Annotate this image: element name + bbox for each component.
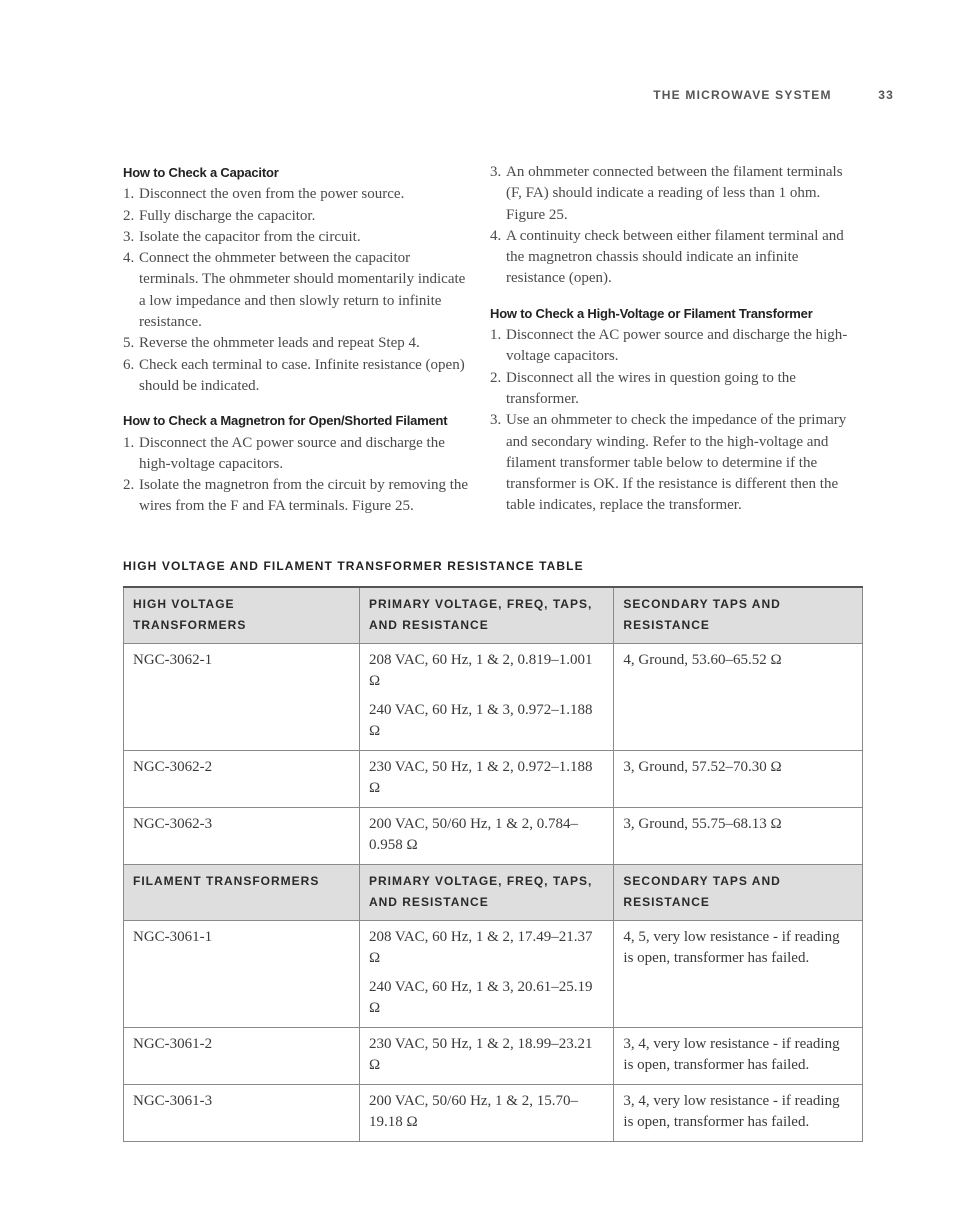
list-item [123, 206, 473, 227]
table-header-row [124, 587, 863, 644]
step-text: Fully discharge the capacitor. [139, 207, 316, 224]
section-title: How to Check a Magnetron for Open/Shorted Filament [123, 413, 448, 429]
steps-list [123, 433, 473, 518]
primary-cell [359, 921, 613, 1028]
primary-entry: 208 VAC, 60 Hz, 1 & 2, 17.49–21.37 Ω [368, 929, 593, 966]
step-text: Check each terminal to case. Infinite resistance (open) should be indicated. [139, 356, 465, 394]
step-number: 3. [490, 164, 502, 180]
primary-entry: 200 VAC, 50/60 Hz, 1 & 2, 0.784–0.958 Ω [368, 816, 578, 853]
steps-list [123, 184, 473, 397]
table-row [124, 1085, 863, 1142]
section-check-magnetron [123, 410, 473, 517]
list-item [123, 355, 473, 398]
list-item [123, 184, 473, 205]
step-number: 1. [490, 327, 502, 344]
column-header: SECONDARY TAPS AND RESISTANCE [614, 587, 863, 644]
step-text: Disconnect the AC power source and discharge the high-voltage capacitors. [506, 327, 848, 365]
section-title: How to Check a Capacitor [123, 165, 279, 180]
step-number: 2. [123, 477, 135, 494]
section-title: How to Check a High-Voltage or Filament Transformer [490, 305, 813, 321]
primary-entry: 240 VAC, 60 Hz, 1 & 3, 20.61–25.19 Ω [368, 979, 593, 1016]
list-item [123, 248, 473, 333]
list-item [490, 410, 850, 516]
primary-entry: 240 VAC, 60 Hz, 1 & 3, 0.972–1.188 Ω [368, 702, 593, 739]
model-cell: NGC-3062-1 [124, 644, 360, 751]
step-text: Isolate the capacitor from the circuit. [139, 228, 361, 245]
secondary-cell: 3, 4, very low resistance - if reading is open, transformer has failed. [614, 1085, 863, 1142]
column-header: PRIMARY VOLTAGE, FREQ, TAPS, AND RESISTANCE [359, 865, 613, 921]
table-row [124, 1028, 863, 1085]
list-item [490, 325, 850, 368]
step-text: Disconnect the oven from the power source. [139, 186, 405, 203]
primary-cell [359, 1028, 613, 1085]
left-column [123, 162, 473, 531]
table-row [124, 751, 863, 808]
column-header: FILAMENT TRANSFORMERS [124, 865, 360, 921]
step-number: 6. [123, 356, 135, 373]
model-cell: NGC-3062-2 [124, 751, 360, 808]
step-number: 3. [490, 412, 502, 429]
list-item [123, 433, 473, 476]
list-item [123, 475, 473, 518]
step-number: 1. [123, 186, 135, 203]
table-title: HIGH VOLTAGE AND FILAMENT TRANSFORMER RESISTANCE TABLE [123, 559, 584, 573]
section-check-capacitor [123, 162, 473, 397]
model-cell: NGC-3061-1 [124, 921, 360, 1028]
primary-entry: 200 VAC, 50/60 Hz, 1 & 2, 15.70–19.18 Ω [368, 1093, 578, 1130]
list-item [123, 227, 473, 248]
step-number: 1. [123, 434, 135, 451]
secondary-cell: 3, Ground, 57.52–70.30 Ω [614, 751, 863, 808]
list-item [490, 226, 850, 290]
step-text: Disconnect the AC power source and discharge the high-voltage capacitors. [139, 434, 445, 472]
primary-cell [359, 751, 613, 808]
list-item [123, 333, 473, 354]
step-text: Reverse the ohmmeter leads and repeat Step 4. [139, 335, 420, 352]
list-item [490, 368, 850, 411]
step-number: 4. [490, 227, 502, 244]
column-header: PRIMARY VOLTAGE, FREQ, TAPS, AND RESISTANCE [359, 587, 613, 644]
secondary-cell: 4, 5, very low resistance - if reading is open, transformer has failed. [614, 921, 863, 1028]
step-number: 5. [123, 335, 135, 352]
step-number: 2. [123, 207, 135, 224]
table-row [124, 921, 863, 1028]
primary-entry: 230 VAC, 50 Hz, 1 & 2, 0.972–1.188 Ω [368, 759, 593, 796]
primary-entry: 230 VAC, 50 Hz, 1 & 2, 18.99–23.21 Ω [368, 1036, 593, 1073]
step-number: 2. [490, 369, 502, 386]
model-cell: NGC-3061-3 [124, 1085, 360, 1142]
page-number: 33 [878, 88, 894, 102]
step-number: 4. [123, 250, 135, 267]
step-text: An ohmmeter connected between the filament terminals (F, FA) should indicate a reading of less than 1 ohm. Figure 25. [506, 164, 843, 223]
secondary-cell: 3, Ground, 55.75–68.13 Ω [614, 808, 863, 865]
secondary-cell: 4, Ground, 53.60–65.52 Ω [614, 644, 863, 751]
table-row [124, 808, 863, 865]
primary-entry: 208 VAC, 60 Hz, 1 & 2, 0.819–1.001 Ω [368, 652, 593, 689]
secondary-cell: 3, 4, very low resistance - if reading is open, transformer has failed. [614, 1028, 863, 1085]
right-column [490, 162, 850, 530]
primary-cell [359, 808, 613, 865]
steps-list [490, 325, 850, 517]
table-header-row [124, 865, 863, 921]
column-header: HIGH VOLTAGE TRANSFORMERS [124, 587, 360, 644]
step-number: 3. [123, 228, 135, 245]
list-item [490, 162, 850, 226]
column-header: SECONDARY TAPS AND RESISTANCE [614, 865, 863, 921]
section-check-transformer [490, 303, 850, 517]
header-title: THE MICROWAVE SYSTEM [653, 88, 832, 102]
section-check-magnetron-continued [490, 162, 850, 290]
steps-list [490, 162, 850, 290]
transformer-resistance-table [123, 586, 863, 1142]
step-text: Use an ohmmeter to check the impedance of the primary and secondary winding. Refer to the high-voltage and filament transformer table below to determine if the transformer is OK. If the resistance is different then the table indicates, replace the transformer. [506, 412, 847, 514]
running-header [653, 88, 894, 102]
model-cell: NGC-3062-3 [124, 808, 360, 865]
model-cell: NGC-3061-2 [124, 1028, 360, 1085]
step-text: Disconnect all the wires in question going to the transformer. [506, 369, 796, 407]
step-text: Isolate the magnetron from the circuit by removing the wires from the F and FA terminals. Figure 25. [139, 477, 469, 515]
step-text: Connect the ohmmeter between the capacitor terminals. The ohmmeter should momentarily indicate a low impedance and then slowly return to infinite resistance. [139, 250, 466, 331]
primary-cell [359, 644, 613, 751]
primary-cell [359, 1085, 613, 1142]
step-text: A continuity check between either filament terminal and the magnetron chassis should indicate an infinite resistance (open). [506, 227, 844, 287]
table-row [124, 644, 863, 751]
